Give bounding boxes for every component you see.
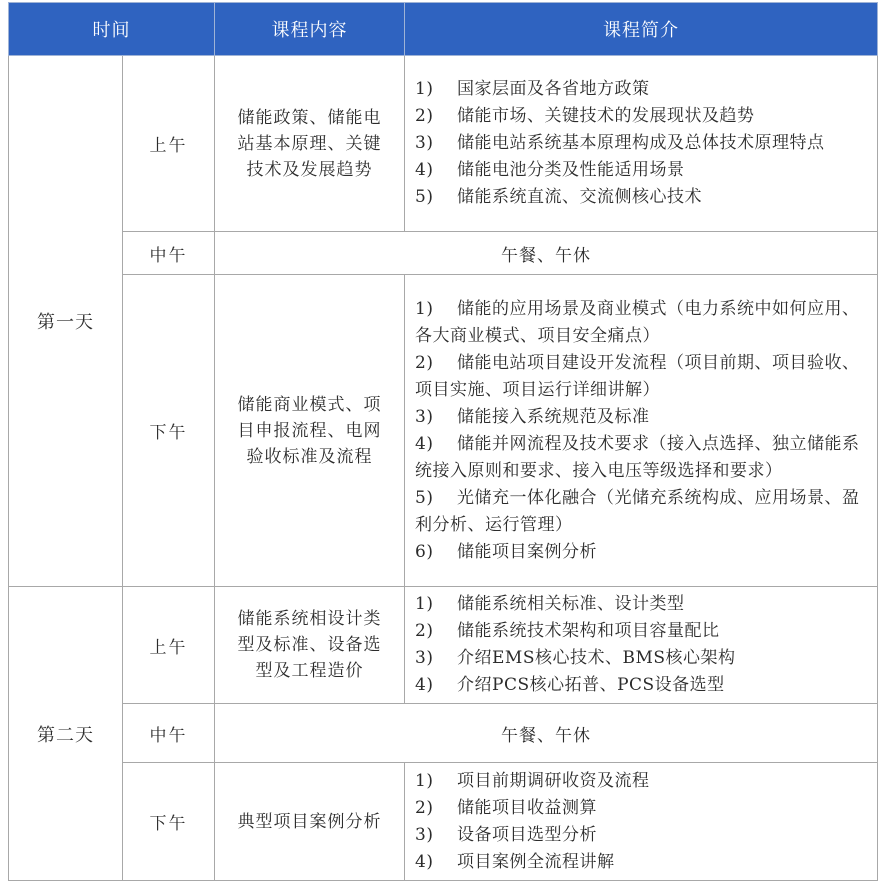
list-item	[415, 795, 869, 822]
lunch-break: 午餐、午休	[215, 704, 878, 763]
period-label: 下午	[123, 763, 215, 881]
item-text: 储能市场、关键技术的发展现状及趋势	[457, 106, 755, 126]
period-label: 中午	[123, 232, 215, 275]
period-label: 下午	[123, 275, 215, 587]
item-text: 光储充一体化融合（光储充系统构成、应用场景、盈利分析、运行管理）	[415, 487, 860, 535]
course-content: 储能系统相设计类型及标准、设备选型及工程造价	[215, 587, 405, 704]
item-text: 储能电站项目建设开发流程（项目前期、项目验收、项目实施、项目运行详细讲解）	[415, 352, 860, 400]
item-number: 1)	[415, 79, 434, 99]
list-item	[415, 103, 869, 130]
item-number: 3)	[415, 824, 434, 845]
item-text: 储能接入系统规范及标准	[457, 406, 650, 427]
item-text: 储能的应用场景及商业模式（电力系统中如何应用、各大商业模式、项目安全痛点）	[415, 298, 860, 346]
item-text: 设备项目选型分析	[457, 824, 597, 845]
list-item	[415, 431, 869, 485]
course-content: 储能商业模式、项目申报流程、电网验收标准及流程	[215, 275, 405, 587]
item-text: 项目案例全流程讲解	[457, 851, 615, 872]
intro-list	[415, 296, 869, 566]
table-header-row	[9, 3, 878, 56]
table-row	[9, 704, 878, 763]
list-item	[415, 130, 869, 157]
course-intro	[405, 763, 878, 881]
item-number: 6)	[415, 541, 434, 562]
item-number: 4)	[415, 160, 434, 180]
item-number: 4)	[415, 675, 434, 695]
item-text: 储能系统相关标准、设计类型	[457, 594, 685, 614]
list-item	[415, 350, 869, 404]
course-intro	[405, 587, 878, 704]
period-label: 上午	[123, 587, 215, 704]
item-number: 4)	[415, 851, 434, 872]
item-number: 3)	[415, 648, 434, 668]
list-item	[415, 485, 869, 539]
item-text: 储能电池分类及性能适用场景	[457, 160, 685, 180]
day-label: 第一天	[9, 56, 123, 587]
table-row	[9, 587, 878, 704]
course-intro	[405, 275, 878, 587]
table-row	[9, 232, 878, 275]
course-intro	[405, 56, 878, 232]
intro-list	[415, 76, 869, 211]
item-text: 储能项目案例分析	[457, 541, 597, 562]
item-number: 2)	[415, 797, 434, 818]
period-label: 上午	[123, 56, 215, 232]
list-item	[415, 618, 869, 645]
item-text: 储能系统技术架构和项目容量配比	[457, 621, 720, 641]
intro-list	[415, 768, 869, 876]
intro-list	[415, 591, 869, 699]
list-item	[415, 404, 869, 431]
header-course-content: 课程内容	[215, 3, 405, 56]
list-item	[415, 591, 869, 618]
list-item	[415, 849, 869, 876]
table-row	[9, 763, 878, 881]
item-number: 3)	[415, 133, 434, 153]
item-number: 1)	[415, 594, 434, 614]
list-item	[415, 157, 869, 184]
item-text: 储能系统直流、交流侧核心技术	[457, 187, 702, 207]
item-text: 储能电站系统基本原理构成及总体技术原理特点	[457, 133, 825, 153]
item-text: 项目前期调研收资及流程	[457, 770, 650, 791]
list-item	[415, 296, 869, 350]
item-number: 2)	[415, 621, 434, 641]
period-label: 中午	[123, 704, 215, 763]
list-item	[415, 672, 869, 699]
list-item	[415, 645, 869, 672]
list-item	[415, 184, 869, 211]
item-number: 4)	[415, 433, 434, 454]
header-time: 时间	[9, 3, 215, 56]
item-text: 储能并网流程及技术要求（接入点选择、独立储能系统接入原则和要求、接入电压等级选择和要求）	[415, 433, 860, 481]
course-schedule-table	[8, 2, 878, 881]
item-number: 3)	[415, 406, 434, 427]
item-text: 介绍PCS核心拓普、PCS设备选型	[457, 675, 725, 695]
header-course-intro: 课程简介	[405, 3, 878, 56]
item-number: 1)	[415, 770, 434, 791]
list-item	[415, 539, 869, 566]
item-text: 储能项目收益测算	[457, 797, 597, 818]
table-row	[9, 56, 878, 232]
list-item	[415, 768, 869, 795]
course-content: 典型项目案例分析	[215, 763, 405, 881]
course-content: 储能政策、储能电站基本原理、关键技术及发展趋势	[215, 56, 405, 232]
item-text: 国家层面及各省地方政策	[457, 79, 650, 99]
table-row	[9, 275, 878, 587]
item-text: 介绍EMS核心技术、BMS核心架构	[457, 648, 736, 668]
lunch-break: 午餐、午休	[215, 232, 878, 275]
list-item	[415, 76, 869, 103]
item-number: 5)	[415, 487, 434, 508]
item-number: 2)	[415, 352, 434, 373]
day-label: 第二天	[9, 587, 123, 881]
item-number: 5)	[415, 187, 434, 207]
item-number: 1)	[415, 298, 434, 319]
list-item	[415, 822, 869, 849]
item-number: 2)	[415, 106, 434, 126]
